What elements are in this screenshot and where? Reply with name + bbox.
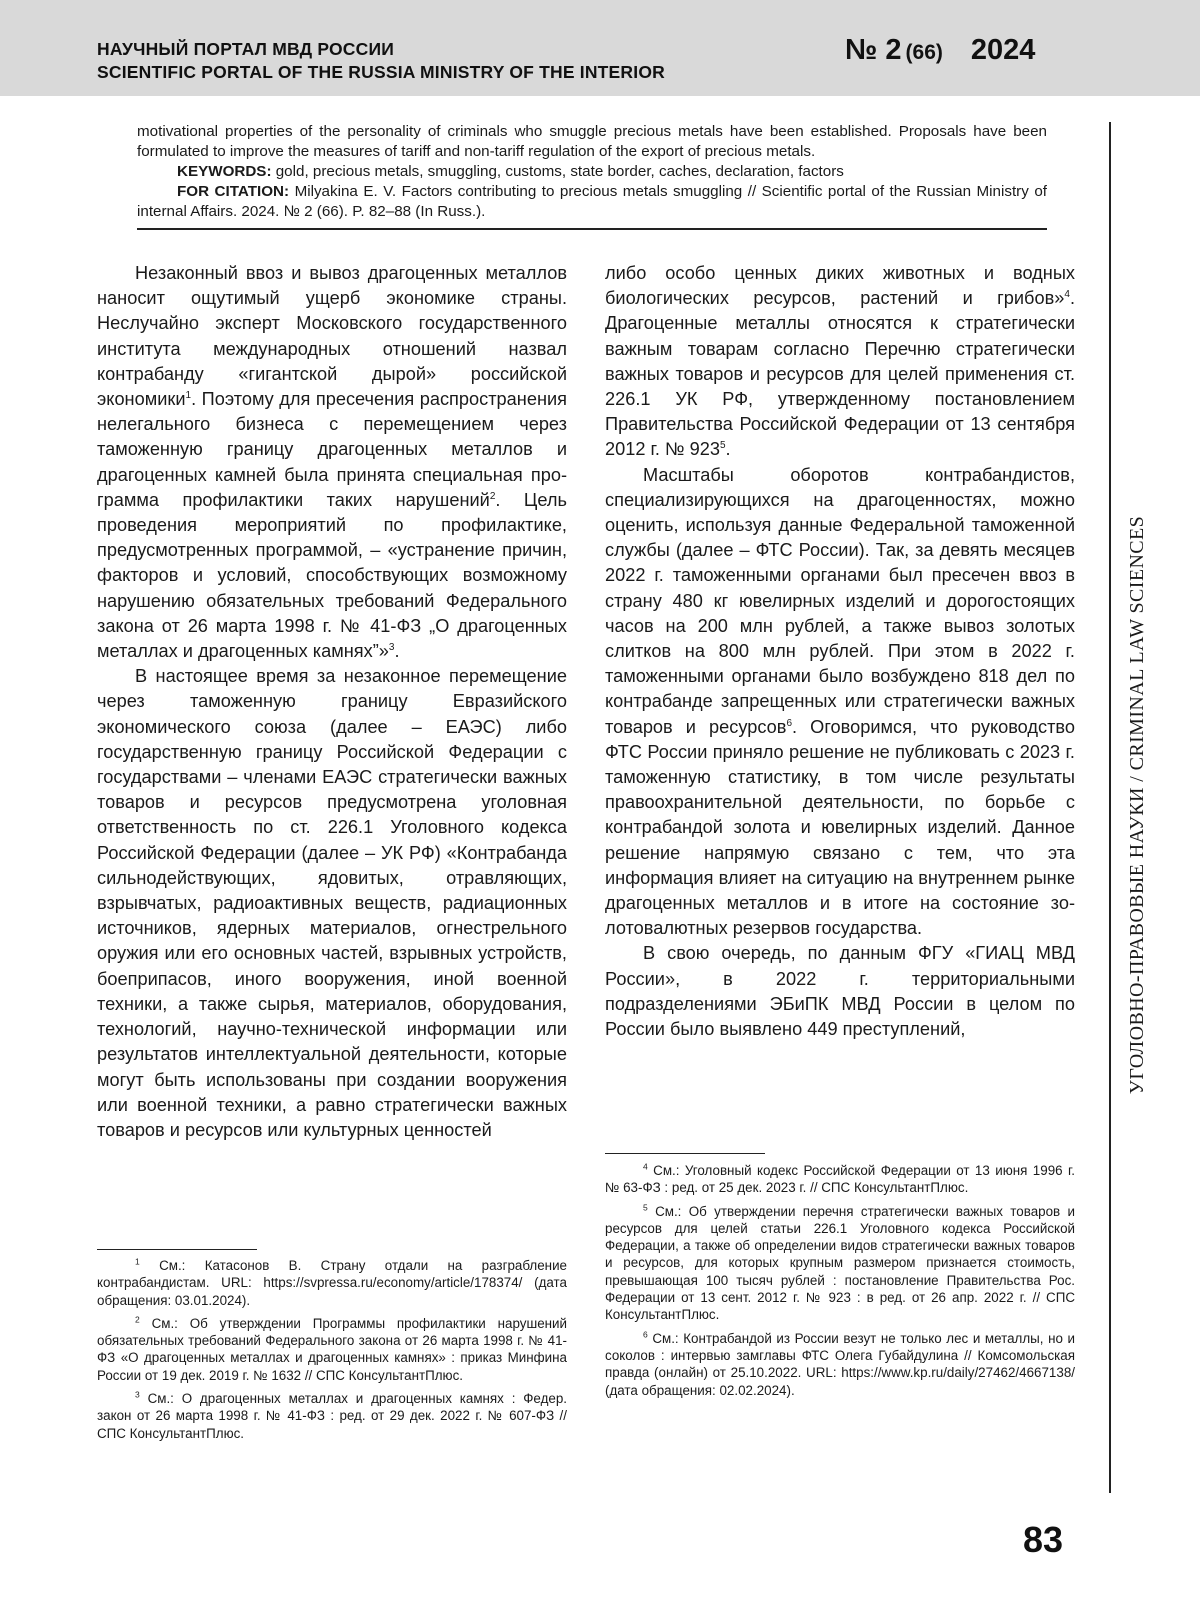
page-number: 83 [1023,1519,1064,1560]
footnote-number: 1 [135,1256,140,1267]
right-column [605,261,1075,1042]
abstract-end: motivational properties of the personality of criminals who smuggle precious metals have been established. Proposals have been formulated to improve the measures of tariff and non-tariff regulation of the export of precious metals. [137,123,1047,160]
journal-title-en: SCIENTIFIC PORTAL OF THE RUSSIA MINISTRY OF THE INTERIOR [97,62,665,82]
right-paragraph-2 [605,463,1075,942]
text-run: . Драгоценные металлы относятся к стратегически важным товарам согласно Перечню стратегически важных товаров и ресурсов для целей применения ст. 226.1 УК РФ, утвержденному постановлением Правительства Российской Федерации от 13 сентября 2012 г. № 923 [605,288,1075,460]
keywords [137,162,1047,182]
left-column [97,261,567,1143]
footnote-2 [97,1315,567,1384]
footnote-ref-3: 3 [388,641,395,653]
citation [137,182,1047,222]
citation-text: Milyakina E. V. Factors contributing to precious metals smuggling // Scientific portal of the Russian Ministry of internal Affairs. 2024. № 2 (66). P. 82–88 (In Russ.). [137,183,1047,220]
text-run: Масштабы оборотов контрабандистов, специализирующихся на драгоценностях, можно оценить, используя данные Федеральной таможенной службы (далее – ФТС России). Так, за девять месяцев 2022 г. таможенными органами был пресечен ввоз в страну 480 кг ювелирных изделий и дорогостоящих часов на 200 млн рублей, а также вывоз золотых слитков на 800 млн рублей. При этом в 2022 г. таможенными органами было возбуждено 818 дел по контрабанде запрещенных или стратегически важных товаров и ресурсов [605,464,1075,737]
footnote-divider-left [97,1249,257,1250]
footnote-ref-6: 6 [786,717,793,729]
abstract-block [137,122,1047,222]
footnote-1 [97,1257,567,1309]
right-paragraph-1 [605,261,1075,463]
sidebar-rule [1109,122,1111,1493]
text-run: . Поэтому для пресечения распространения нелегального бизнеса с перемещением через таможенную границу драгоценных металлов и драгоценных камней была принята специальная программа профилактики таких нарушений [97,389,567,510]
section-sidebar-label: УГОЛОВНО-ПРАВОВЫЕ НАУКИ / CRIMINAL LAW SCIENCES [1126,515,1148,1095]
footnote-6 [605,1330,1075,1399]
footnote-5 [605,1203,1075,1324]
footnote-ref-1: 1 [185,389,192,401]
journal-header [0,0,1200,96]
issue-info [845,34,1035,67]
left-paragraph-2: В настоящее время за незаконное перемещение через таможенную границу Евразийского экономического союза (далее – ЕАЭС) либо государственную границу Российской Федерации с государствами – членами ЕАЭС стратегически важных товаров и ресурсов предусмотрена уголовная ответственность по ст. 226.1 Уголовного кодекса Российской Федерации (далее – УК РФ) «Контрабанда сильнодействующих, ядовитых, отравляющих, взрывчатых, радиоактивных веществ, радиационных источников, ядерных материалов, огнестрельного оружия или его основных частей, взрывных устройств, боеприпасов, иного вооружения, иной военной техники, а также сырья, материалов, оборудования, технологий, научно-технической информации или результатов интеллектуальной деятельности, которые могут быть использованы при создании вооружения или военной техники, а равно стратегически важных товаров и ресурсов или культурных ценностей [97,666,567,1140]
text-run: . Цель проведения мероприятий по профилактике, предусмотренных программой, – «устранение причин, факторов и условий, способствующих возможному нарушению обязательных требований Федерального закона от 26 марта 1998 г. № 41-ФЗ „О драгоценных металлах и драгоценных камнях”» [97,489,567,662]
text-run: . Оговоримся, что руководство ФТС России приняло решение не публиковать с 2023 г. таможенную статистику, в том числе результаты правоохранительной деятельности, по борьбе с контрабандой золота и ювелирных изделий. Данное решение напрямую связано с тем, что эта информация влияет на ситуацию на внутреннем рынке драгоценных металлов и в итоге на состояние золотовалютных резервов государства. [605,716,1075,939]
right-paragraph-3: В свою очередь, по данным ФГУ «ГИАЦ МВД России», в 2022 г. территориальными подразделениями ЭБиПК МВД России в целом по России было выявлено 449 преступлений, [605,943,1075,1040]
footnote-text: См.: Катасонов В. Страну отдали на разграбление контрабандистам. URL: https://svpressa.ru/economy/article/178374/ (дата обращения: 03.01.2024). [97,1258,567,1308]
footnote-ref-2: 2 [489,490,496,502]
footnotes-left [97,1257,567,1448]
footnote-3 [97,1390,567,1442]
footnote-number: 5 [643,1202,648,1213]
footnote-number: 3 [135,1389,140,1400]
footnote-text: См.: Об утверждении перечня стратегически важных товаров и ресурсов для целей статьи 226.1 Уголовного кодекса Российской Федерации, а также об определении видов стратегически важных товаров и ресурсов, для которых крупным размером признается стоимость, превышающая 100 тысяч рублей : постановление Правительства Рос. Федерации от 13 сент. 2012 г. № 923 : в ред. от 26 апр. 2022 г. // СПС КонсультантПлюс. [605,1203,1075,1323]
abstract-divider [137,228,1047,230]
left-paragraph-1 [97,261,567,664]
keywords-text: gold, precious metals, smuggling, customs, state border, caches, declaration, factors [275,163,844,180]
journal-title [97,38,665,84]
citation-label: FOR CITATION: [177,183,290,200]
footnote-divider-right [605,1153,765,1154]
issue-year: 2024 [970,34,1036,66]
issue-total: (66) [905,41,943,64]
footnote-ref-5: 5 [719,440,726,452]
footnote-number: 6 [643,1329,648,1340]
journal-title-ru: НАУЧНЫЙ ПОРТАЛ МВД РОССИИ [97,39,395,59]
footnotes-right [605,1162,1075,1405]
footnote-text: См.: Контрабандой из России везут не только лес и металлы, но и соколов : интервью замглавы ФТС Олега Губайдулина // Комсомольская правда (онлайн) от 25.10.2022. URL: https://www.kp.ru/daily/27462/4667138/ (дата обращения: 02.02.2024). [605,1330,1075,1398]
text-run: Незаконный ввоз и вывоз драгоценных металлов наносит ощутимый ущерб экономике страны. Неслучайно эксперт Московского государственного института международных отношений назвал контрабанду «гигантской дырой» российской экономики [97,263,567,410]
footnote-text: См.: Уголовный кодекс Российской Федерации от 13 июня 1996 г. № 63-ФЗ : ред. от 25 дек. 2023 г. // СПС КонсультантПлюс. [605,1163,1075,1196]
text-run: . [725,439,731,460]
footnote-text: См.: Об утверждении Программы профилактики нарушений обязательных требований Федерального закона от 26 марта 1998 г. № 41-ФЗ «О драгоценных металлах и драгоценных камнях» : приказ Минфина России от 19 дек. 2019 г. № 1632 // СПС КонсультантПлюс. [97,1315,567,1383]
footnote-text: См.: О драгоценных металлах и драгоценных камнях : Федер. закон от 26 марта 1998 г. № 41-ФЗ : ред. от 29 дек. 2022 г. № 607-ФЗ // СПС КонсультантПлюс. [97,1391,567,1441]
footnote-number: 4 [643,1161,648,1172]
footnote-4 [605,1162,1075,1197]
text-run: либо особо ценных диких животных и водных биологических ресурсов, растений и грибов» [605,263,1075,309]
issue-number: № 2 [845,34,902,66]
keywords-label: KEYWORDS: [177,163,272,180]
footnote-ref-4: 4 [1064,289,1070,301]
footnote-number: 2 [135,1314,140,1325]
text-run: . [394,641,400,662]
